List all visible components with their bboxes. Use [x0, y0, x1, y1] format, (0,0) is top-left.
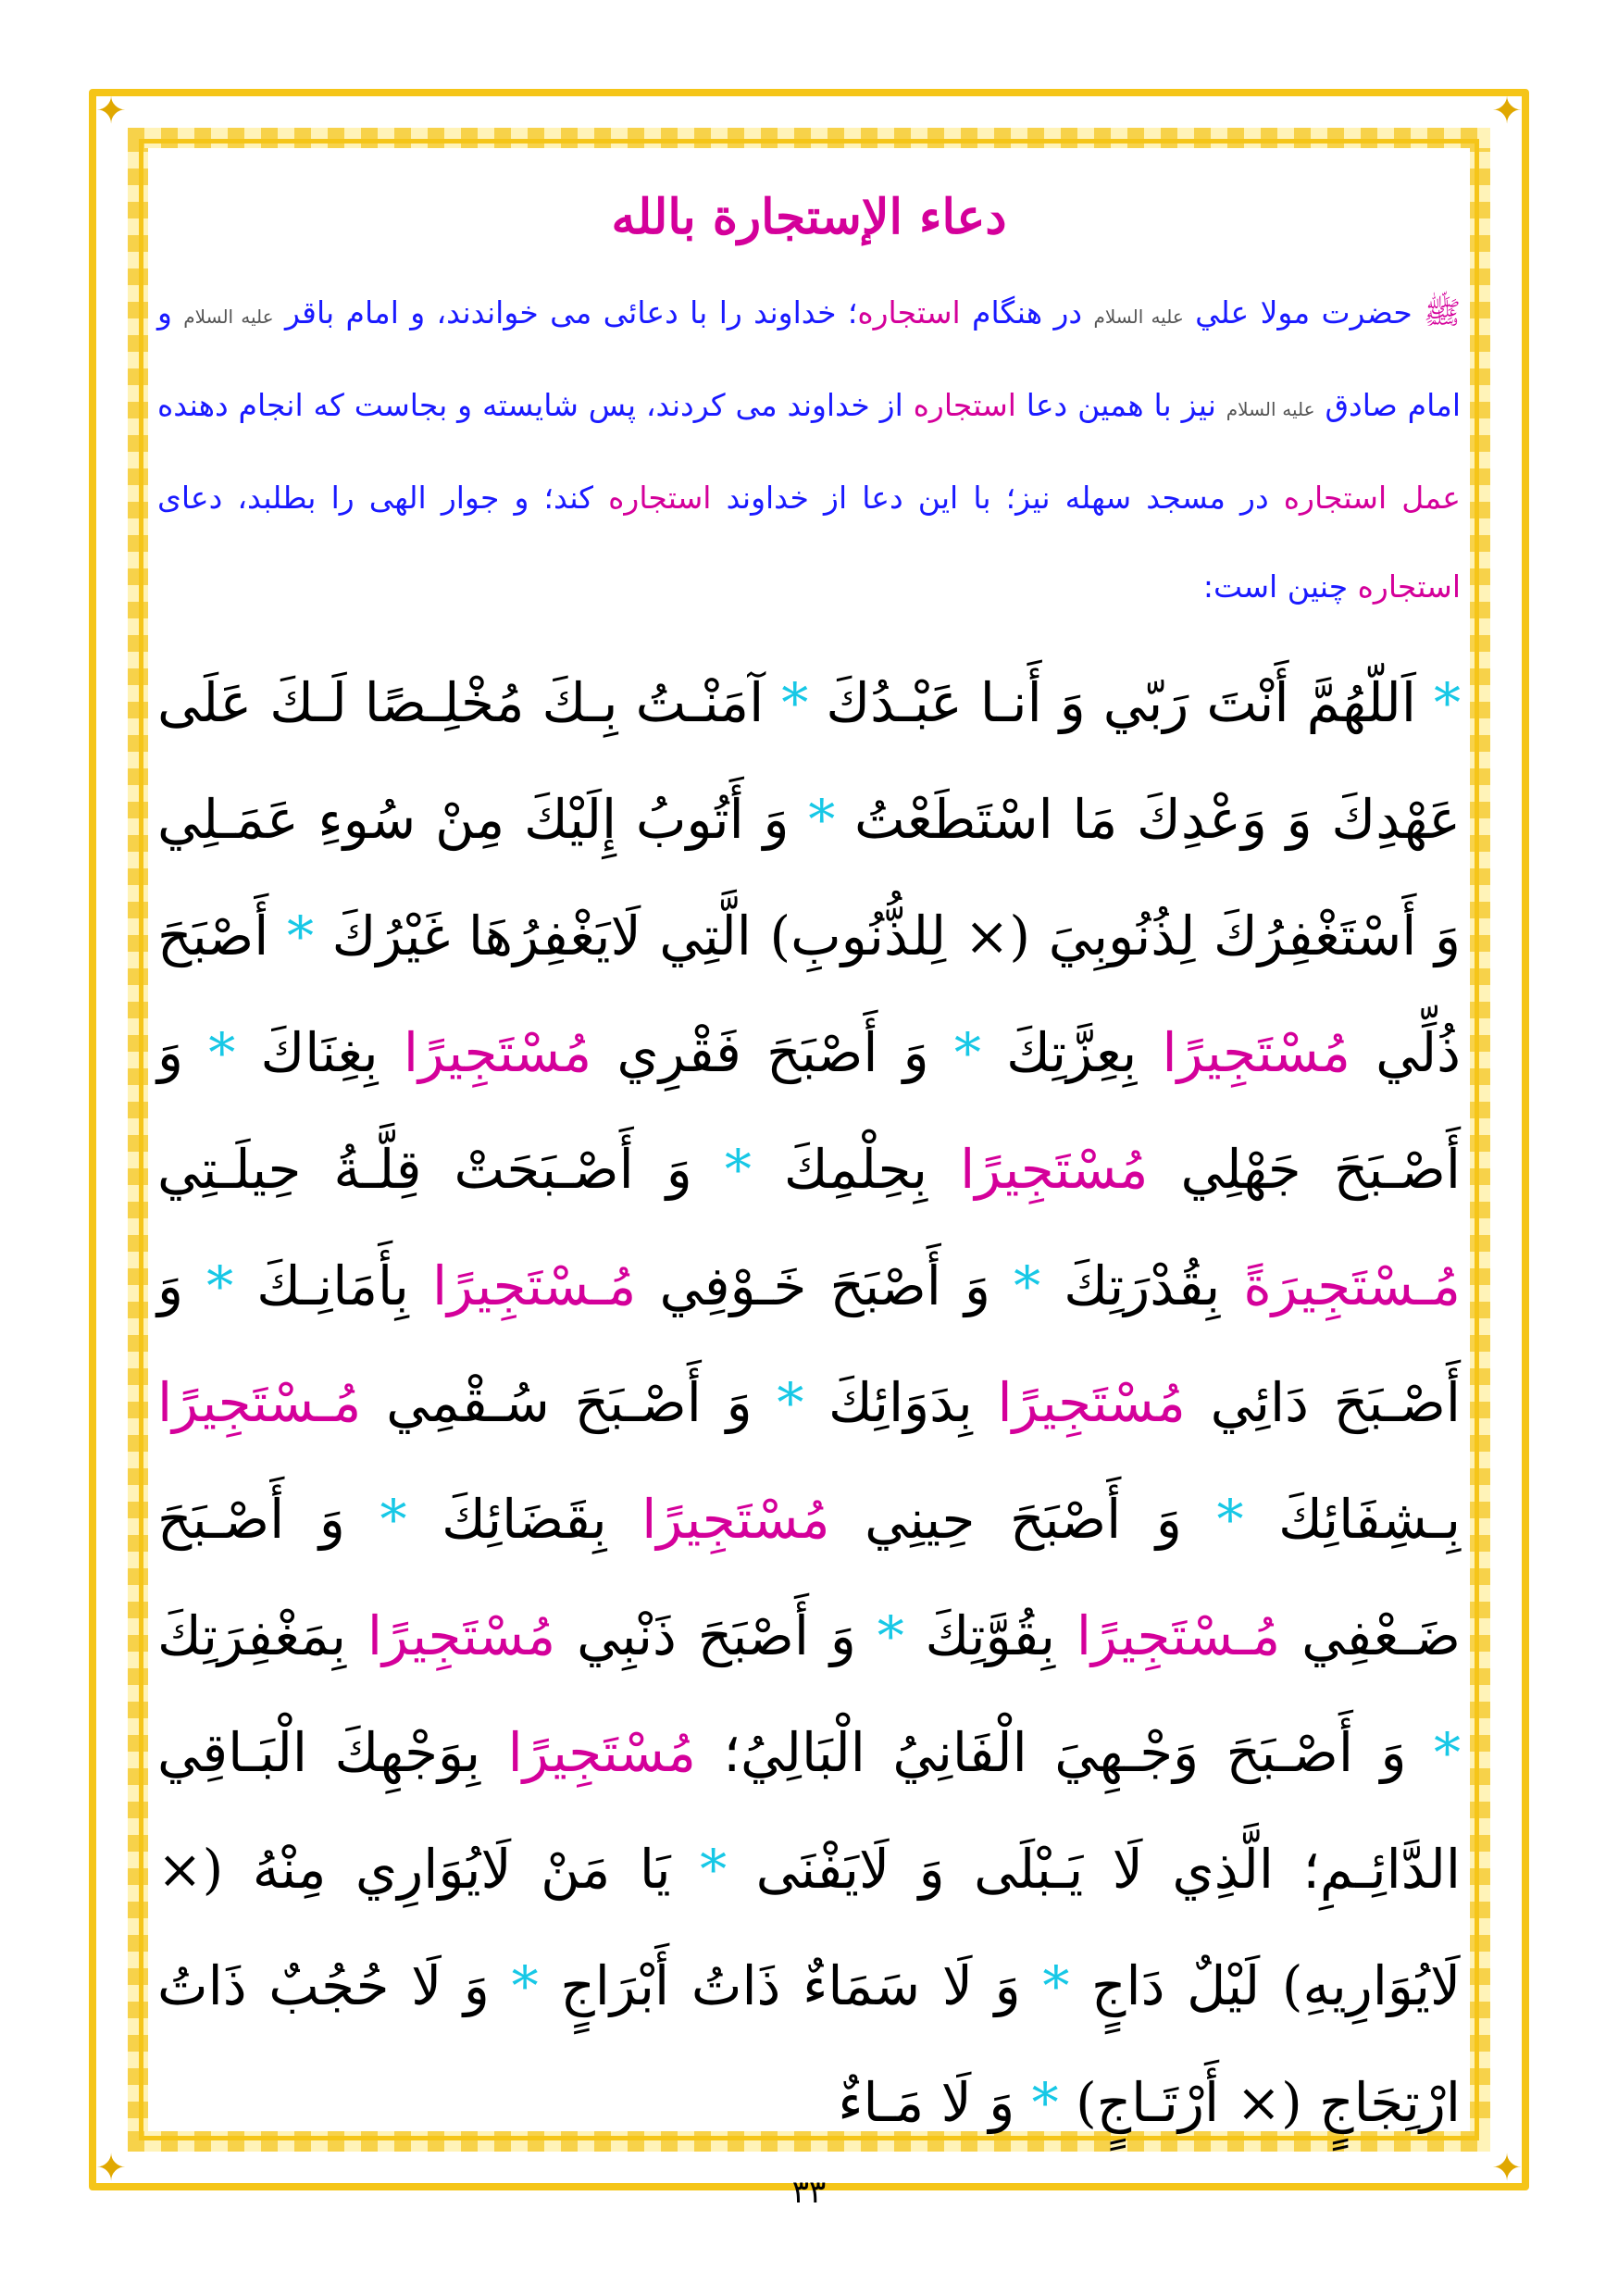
page-number: ۳۳	[791, 2174, 827, 2211]
dua-segment: بِمَغْفِرَتِكَ	[157, 1604, 367, 1667]
asterisk-separator-icon: *	[928, 1021, 981, 1084]
asterisk-separator-icon: *	[752, 1371, 804, 1434]
keyword-text: مُسْتَجِيرًا	[367, 1604, 556, 1667]
asterisk-separator-icon: *	[268, 905, 314, 967]
intro-text: چنين است:	[1202, 568, 1358, 605]
dua-segment: وَ أَصْـبَحَ وَجْـهِيَ الْفَانِيُ الْبَالِيُ؛	[696, 1721, 1407, 1784]
intro-text: حضرت مولا علي	[1183, 294, 1425, 331]
dua-segment: وَ أَصْـبَحَ ضَـعْفِي	[157, 1488, 1461, 1667]
dua-segment: وَ لَا حُجُبٌ ذَاتُ ارْتِجَاجٍ (× أَرْتَـاجٍ)	[157, 1954, 1461, 2134]
keyword-text: مُـسْتَجِيرًا	[432, 1254, 637, 1317]
asterisk-separator-icon: *	[989, 1254, 1041, 1317]
intro-text: نيز با همين دعا	[1015, 387, 1226, 423]
keyword-text: مُسْتَجِيرًا	[641, 1488, 830, 1551]
keyword-text: مُسْتَجِيرًا	[997, 1371, 1186, 1434]
dua-segment: يَا مَنْ لَايُوَارِي مِنْهُ (× لَايُوَارِيهِ) لَيْلٌ دَاجٍ	[157, 1838, 1462, 2017]
intro-text: ؛ خداوند را با دعائی می خواندند، و امام باقر	[273, 294, 858, 331]
dua-segment: وَ أَصْـبَحَتْ قِلَّـةُ حِيلَـتِي	[157, 1138, 692, 1201]
keyword-text: استجاره	[913, 387, 1016, 423]
dua-segment: بِوَجْهِكَ الْبَـاقِي الدَّائِـمِ؛ الَّذِي لَا يَـبْلَى وَ لَايَفْنَى	[157, 1721, 1462, 1901]
dua-segment: وَ أَصْـبَحَ دَائِي	[157, 1254, 1461, 1434]
keyword-text: مُسْتَجِيرًا	[507, 1721, 696, 1784]
asterisk-separator-icon: *	[183, 1021, 236, 1084]
asterisk-separator-icon: *	[489, 1954, 539, 2017]
dua-segment: بِعِزَّتِكَ	[980, 1021, 1163, 1084]
dua-segment: بِدَوَائِكَ	[803, 1371, 998, 1434]
dua-segment: بِـشِفَائِكَ	[1243, 1488, 1461, 1551]
keyword-text: مُسْتَجِيرًا	[1162, 1021, 1350, 1084]
dua-segment: أَصْبَحَ ذُلِّي	[157, 905, 1461, 1084]
intro-text: در هنگام	[960, 294, 1094, 331]
asterisk-separator-icon: *	[789, 788, 836, 851]
intro-text: و امام صادق	[157, 294, 1461, 423]
keyword-text: مُـسْتَجِيرًا	[157, 1371, 362, 1434]
keyword-text: مُسْتَجِيرًا	[403, 1021, 592, 1084]
keyword-text: استجاره	[608, 480, 712, 516]
corner-ornament-icon: ✦	[1491, 2147, 1523, 2190]
salutation-text: عليه السلام	[1093, 306, 1184, 328]
asterisk-separator-icon: *	[764, 671, 809, 734]
keyword-text: عمل استجاره	[1283, 480, 1461, 516]
dua-segment: وَ أَصْـبَحَ سُـقْمِي	[361, 1371, 753, 1434]
keyword-text: مُـسْتَجِيرًا	[1076, 1604, 1281, 1667]
dua-segment: بِقَضَائِكَ	[406, 1488, 642, 1551]
dua-segment: بِحِلْمِكَ	[751, 1138, 961, 1201]
dua-segment: بِقُدْرَتِكَ	[1040, 1254, 1244, 1317]
intro-text: در مسجد سهله نيز؛ با اين دعا از خداوند	[711, 480, 1284, 516]
dua-segment: وَ أَتُوبُ إِلَيْكَ مِنْ سُوءِ عَمَـلِي وَ أَسْتَغْفِرُكَ لِذُنُوبِيَ (× لِلذُّنُوبِ) الَّتِي لَايَغْفِرُهَا غَيْرُكَ	[157, 788, 1462, 967]
asterisk-separator-icon: *	[1406, 1721, 1462, 1784]
intro-paragraph	[157, 268, 1461, 631]
corner-ornament-icon: ✦	[95, 2147, 127, 2190]
dua-segment: بِغِنَاكَ	[235, 1021, 404, 1084]
keyword-text: استجاره	[1357, 568, 1461, 605]
page-content	[157, 176, 1462, 2134]
dua-segment: وَ أَصْبَحَ فَقْرِي	[591, 1021, 929, 1084]
dua-segment: آمَنْـتُ بِـكَ مُخْلِـصًا لَـكَ عَلَى عَهْدِكَ وَ وَعْدِكَ مَا اسْتَطَعْتُ	[157, 671, 1461, 851]
salutation-text: عليه السلام	[1226, 398, 1315, 420]
dua-segment: اَللّهُمَّ أَنْتَ رَبّي وَ أَنـا عَبْـدُكَ	[808, 671, 1416, 734]
salutation-text: عليه السلام	[183, 306, 274, 328]
keyword-text: مُسْتَجِيرًا	[960, 1138, 1149, 1201]
keyword-text: مُـسْتَجِيرَةً	[1243, 1254, 1461, 1317]
asterisk-separator-icon: *	[344, 1488, 407, 1551]
page-title: دعاء الإستجارة بالله	[611, 189, 1007, 245]
asterisk-separator-icon: *	[1014, 2071, 1059, 2134]
dua-text	[157, 644, 1461, 2161]
corner-ornament-icon: ✦	[95, 90, 127, 132]
dua-segment: وَ أَصْبَحَ خَـوْفِي	[636, 1254, 990, 1317]
dua-segment: وَ أَصْبَحَ ذَنْبِي	[555, 1604, 856, 1667]
keyword-text: استجاره	[857, 294, 961, 331]
dua-segment: وَ لَا سَمَاءٌ ذَاتُ أَبْرَاجٍ	[538, 1954, 1021, 2017]
asterisk-separator-icon: *	[183, 1254, 234, 1317]
dua-segment: بِقُوَّتِكَ	[903, 1604, 1077, 1667]
asterisk-separator-icon: *	[1020, 1954, 1070, 2017]
asterisk-separator-icon: *	[1181, 1488, 1244, 1551]
dua-segment: وَ أَصْـبَحَ جَهْلِي	[157, 1021, 1461, 1201]
dua-segment: وَ لَا مَـاءٌ	[838, 2071, 1015, 2134]
intro-text: کند؛ و جوار الهی را بطلبد، دعای	[157, 480, 609, 516]
dua-segment: وَ أَصْبَحَ حِينِي	[829, 1488, 1182, 1551]
corner-ornament-icon: ✦	[1491, 90, 1523, 132]
flower-bullet-icon: ﷺ	[1424, 294, 1461, 331]
asterisk-separator-icon: *	[1415, 671, 1461, 734]
asterisk-separator-icon: *	[855, 1604, 904, 1667]
dua-segment: بِأَمَانِـكَ	[233, 1254, 432, 1317]
asterisk-separator-icon: *	[670, 1838, 728, 1901]
asterisk-separator-icon: *	[691, 1138, 752, 1201]
intro-text: از خداوند می کردند، پس شايسته و بجاست که انجام دهنده	[157, 387, 914, 423]
